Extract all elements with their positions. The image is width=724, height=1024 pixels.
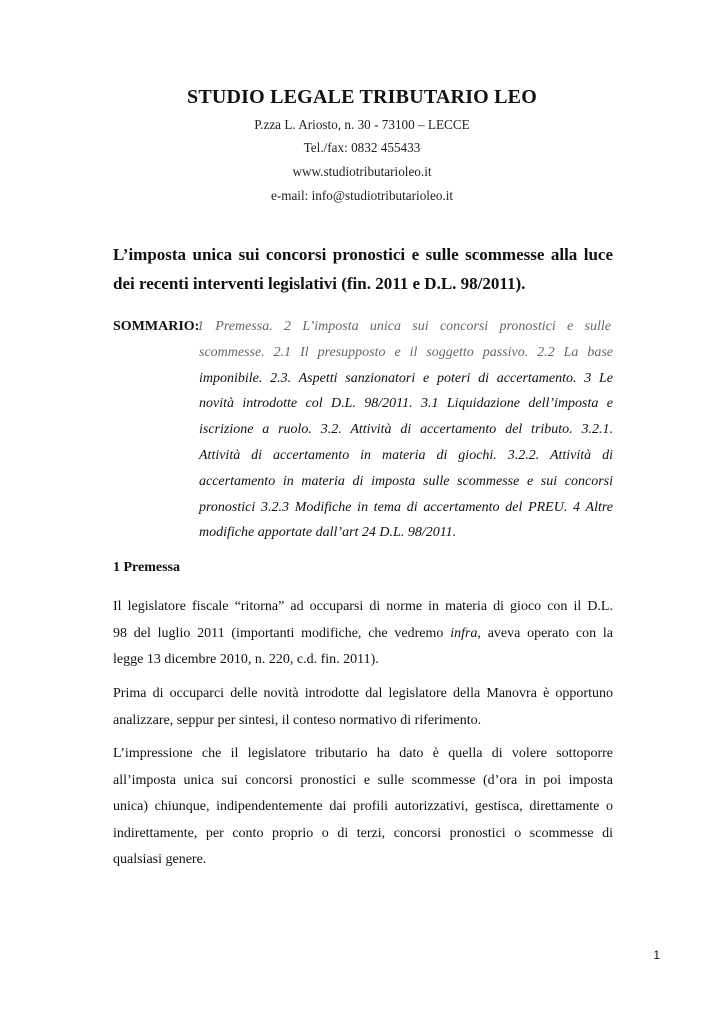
summary-line: Attività di accertamento in materia di giochi. 3.2.2. Attività di [199,447,613,463]
summary-line: accertamento in materia di imposta sulle scommesse e sui concorsi [199,473,613,489]
summary-line: 1 Premessa. 2 L’imposta unica sui concorsi pronostici e sulle [197,319,611,334]
title-line: L’imposta unica sui concorsi pronostici e sulle scommesse alla luce [113,245,613,264]
page-number: 1 [653,948,660,962]
firm-email: e-mail: info@studiotributarioleo.it [270,188,454,203]
paragraph [113,741,613,874]
firm-name: STUDIO LEGALE TRIBUTARIO LEO [187,86,537,108]
summary-line: pronostici 3.2.3 Modifiche in tema di accertamento del PREU. 4 Altre [199,499,613,515]
document-title [113,240,613,298]
summary-label: SOMMARIO: [113,319,200,334]
paragraph-line: L’impressione che il legislatore tributario ha dato è quella di volere sottoporre [113,746,613,761]
title-line: dei recenti interventi legislativi (fin. 2011 e D.L. 98/2011). [113,274,526,293]
paragraph-line: all’imposta unica sui concorsi pronostici e sulle scommesse (d’ora in poi imposta [113,772,613,788]
summary-line: scommesse. 2.1 Il presupposto e il soggetto passivo. 2.2 La base [199,344,613,360]
summary-line: novità introdotte col D.L. 98/2011. 3.1 Liquidazione dell’imposta e [199,396,613,412]
paragraph-line: indirettamente, per conto proprio o di terzi, concorsi pronostici o scommesse di [113,825,613,841]
summary-line: modifiche apportate dall’art 24 D.L. 98/2011. [199,525,457,541]
summary-text [199,314,613,546]
paragraph [113,594,613,674]
paragraph-line: unica) chiunque, indipendentemente dai profili autorizzativi, gestisca, direttamente o [113,799,613,814]
paragraph-line: 98 del luglio 2011 (importanti modifiche, che vedremo infra, aveva operato con la [113,625,613,641]
section-heading: 1 Premessa [113,560,180,575]
paragraph-line: Prima di occuparci delle novità introdotte dal legislatore della Manovra è opportuno [113,686,613,701]
firm-phone: Tel./fax: 0832 455433 [303,140,421,155]
firm-address: P.zza L. Ariosto, n. 30 - 73100 – LECCE [254,117,470,132]
paragraph [113,681,613,734]
paragraph-line: qualsiasi genere. [113,852,207,867]
summary-line: iscrizione a ruolo. 3.2. Attività di accertamento del tributo. 3.2.1. [199,422,613,438]
paragraph-line: Il legislatore fiscale “ritorna” ad occuparsi di norme in materia di gioco con il D.L. [113,599,613,614]
paragraph-line: analizzare, seppur per sintesi, il conteso normativo di riferimento. [113,712,482,728]
paragraph-line: legge 13 dicembre 2010, n. 220, c.d. fin. 2011). [113,652,379,667]
firm-website: www.studiotributarioleo.it [292,164,432,179]
summary-line: imponibile. 2.3. Aspetti sanzionatori e poteri di accertamento. 3 Le [199,370,613,386]
